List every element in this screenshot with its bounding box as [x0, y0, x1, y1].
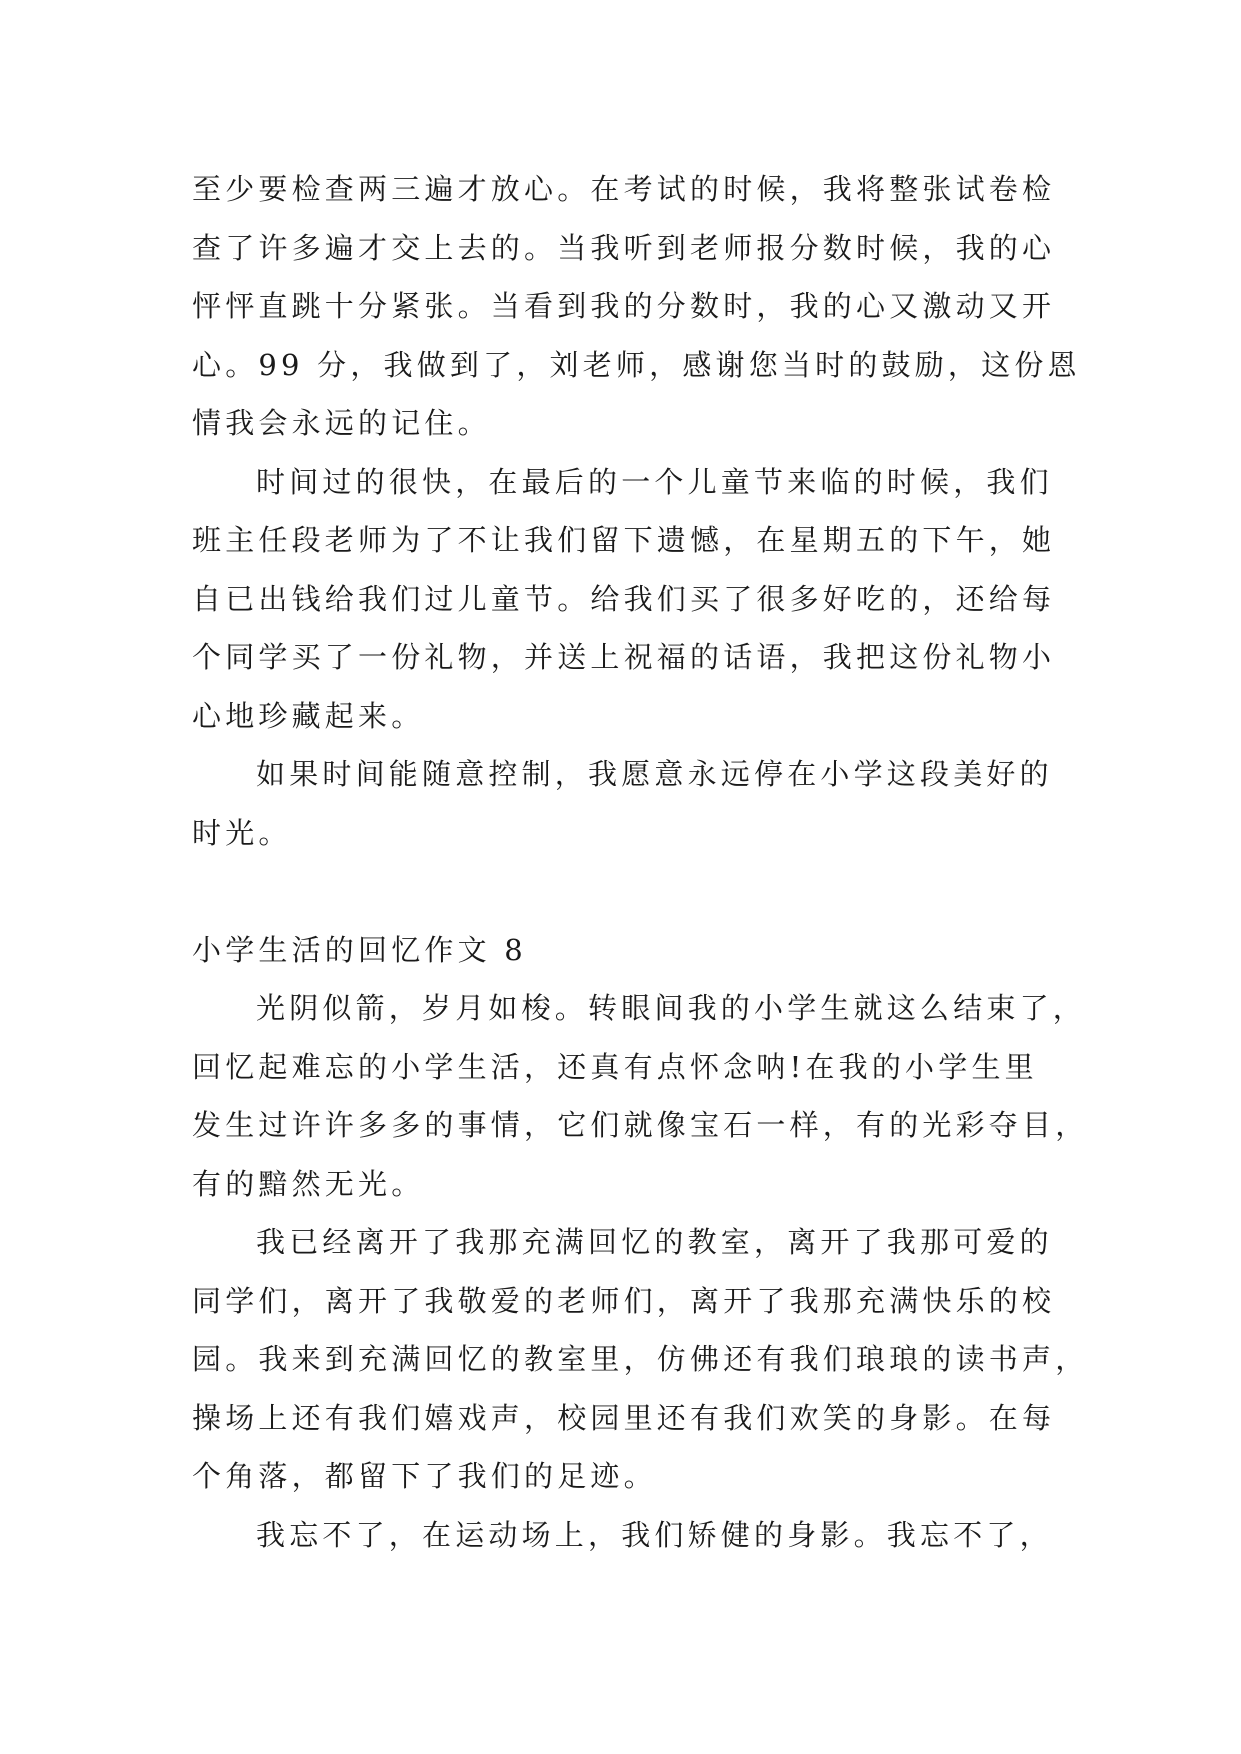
blank-line [192, 862, 1052, 921]
text-line: 发生过许许多多的事情，它们就像宝石一样，有的光彩夺目， [192, 1108, 1089, 1142]
text-line: 如果时间能随意控制，我愿意永远停在小学这段美好的 [256, 757, 1053, 791]
text-line: 查了许多遍才交上去的。当我听到老师报分数时候，我的心 [192, 230, 1056, 265]
document-page [192, 160, 1089, 1564]
text-line: 班主任段老师为了不让我们留下遗憾，在星期五的下午，她 [192, 523, 1056, 557]
text-line: 时间过的很快，在最后的一个儿童节来临的时候，我们 [256, 464, 1053, 499]
text-line: 至少要检查两三遍才放心。在考试的时候，我将整张试卷检 [192, 172, 1056, 206]
text-line: 自已出钱给我们过儿童节。给我们买了很多好吃的，还给每 [192, 581, 1056, 616]
section-title: 小学生活的回忆作文 8 [192, 932, 527, 967]
text-line: 个角落，都留下了我们的足迹。 [192, 1459, 657, 1493]
text-line: 同学们，离开了我敬爱的老师们，离开了我那充满快乐的校 [192, 1283, 1056, 1318]
paragraph-time-flies [192, 979, 1089, 1213]
text-line: 个同学买了一份礼物，并送上祝福的话语，我把这份礼物小 [192, 640, 1056, 674]
text-line: 情我会永远的记住。 [192, 406, 491, 440]
text-line: 我忘不了，在运动场上，我们矫健的身影。我忘不了， [256, 1517, 1053, 1552]
text-line: 心地珍藏起来。 [192, 698, 425, 733]
text-line: 怦怦直跳十分紧张。当看到我的分数时，我的心又激动又开 [192, 289, 1056, 323]
text-line: 操场上还有我们嬉戏声，校园里还有我们欢笑的身影。在每 [192, 1400, 1056, 1435]
continued-paragraph [192, 160, 1081, 453]
text-line: 有的黯然无光。 [192, 1166, 425, 1201]
text-line: 光阴似箭，岁月如梭。转眼间我的小学生就这么结束了， [256, 991, 1087, 1025]
paragraph-leaving-school [192, 1213, 1089, 1506]
paragraph-sports-field [192, 1506, 1052, 1565]
text-line: 心。99 分，我做到了，刘老师，感谢您当时的鼓励，这份恩 [192, 347, 1081, 382]
text-line: 回忆起难忘的小学生活，还真有点怀念呐!在我的小学生里 [192, 1049, 1038, 1084]
text-line: 我已经离开了我那充满回忆的教室，离开了我那可爱的 [256, 1225, 1053, 1259]
text-line: 时光。 [192, 815, 292, 850]
text-line: 园。我来到充满回忆的教室里，仿佛还有我们琅琅的读书声， [192, 1342, 1089, 1376]
paragraph-time-control [192, 745, 1052, 862]
paragraph-childrens-day [192, 453, 1056, 746]
